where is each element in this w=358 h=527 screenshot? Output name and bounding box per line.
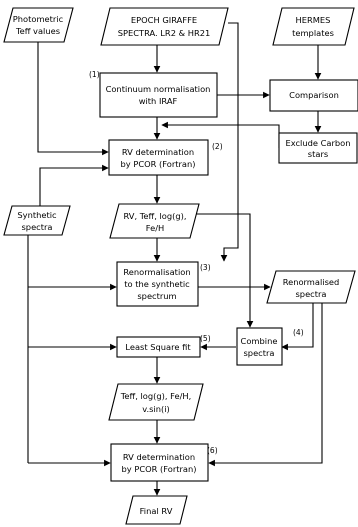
- node-renormalised-line1: Renormalised: [282, 277, 340, 287]
- step-label-3: (3): [200, 263, 211, 272]
- node-hermes-line2: templates: [292, 28, 334, 38]
- step-label-4: (4): [293, 328, 304, 337]
- node-renorm: [117, 262, 198, 306]
- node-params1-line2: Fe/H: [145, 223, 165, 233]
- step-label-5: (5): [200, 334, 211, 343]
- node-rv2: [111, 444, 208, 481]
- node-renorm-line2: to the synthetic: [124, 279, 190, 289]
- node-synthetic: [4, 206, 70, 235]
- node-epoch-line2: SPECTRA. LR2 & HR21: [117, 28, 211, 38]
- node-epoch-shape: [101, 8, 228, 45]
- node-synthetic-line2: spectra: [21, 222, 53, 232]
- node-hermes-shape: [273, 8, 354, 45]
- arrow-params1-to-combine: [190, 214, 250, 327]
- node-params2-line2: v.sin(i): [142, 404, 170, 414]
- node-rv2-shape: [111, 444, 208, 481]
- node-combine-line1: Combine: [240, 336, 278, 346]
- node-rv1-line1: RV determination: [121, 147, 195, 157]
- node-comparison-line1: Comparison: [289, 90, 339, 100]
- node-final-line1: Final RV: [139, 506, 173, 516]
- arrow-photometric-to-rv1: [38, 42, 108, 152]
- node-combine-shape: [237, 328, 282, 365]
- arrow-epoch-to-renorm: [224, 23, 238, 261]
- node-epoch: [101, 8, 228, 45]
- arrow-renormalised-to-combine: [282, 303, 313, 347]
- node-synthetic-line1: Synthetic: [17, 210, 57, 220]
- node-exclude-line1: Exclude Carbon: [285, 138, 351, 148]
- node-params2: [109, 384, 203, 420]
- node-photometric-line1: Photometric: [12, 14, 64, 24]
- node-rv2-line2: by PCOR (Fortran): [121, 464, 197, 474]
- node-continuum-line1: Continuum normalisation: [105, 84, 211, 94]
- node-params1-line1: RV, Teff, log(g),: [123, 211, 187, 221]
- arrow-renormalised-to-rv2: [209, 303, 322, 463]
- node-hermes-line1: HERMES: [295, 15, 331, 25]
- node-params2-shape: [109, 384, 203, 420]
- node-epoch-line1: EPOCH GIRAFFE: [130, 15, 198, 25]
- node-continuum-shape: [100, 73, 217, 117]
- node-lsf: [117, 337, 200, 357]
- node-continuum-line2: with IRAF: [138, 96, 178, 106]
- node-continuum: [100, 73, 217, 117]
- step-label-2: (2): [212, 142, 223, 151]
- node-comparison: [270, 80, 358, 111]
- step-label-6: (6): [207, 446, 218, 455]
- node-rv1-line2: by PCOR (Fortran): [120, 159, 196, 169]
- node-params2-line1: Teff, log(g), Fe/H,: [120, 391, 192, 401]
- node-combine: [237, 328, 282, 365]
- arrow-synthetic-to-rv1: [40, 168, 108, 206]
- node-renorm-line1: Renormalisation: [123, 267, 191, 277]
- node-photometric: [4, 8, 73, 42]
- node-renorm-line3: spectrum: [137, 291, 177, 301]
- node-rv2-line1: RV determination: [122, 452, 196, 462]
- step-label-1: (1): [89, 70, 100, 79]
- node-final: [126, 496, 187, 524]
- node-exclude: [279, 133, 357, 163]
- node-photometric-line2: Teff values: [15, 26, 61, 36]
- node-rv1-shape: [109, 140, 208, 175]
- node-params1: [110, 204, 199, 238]
- node-rv1: [109, 140, 208, 175]
- node-renormalised-line2: spectra: [295, 289, 327, 299]
- node-exclude-line2: stars: [307, 149, 329, 159]
- nodes: [4, 8, 358, 524]
- node-hermes: [273, 8, 354, 45]
- node-combine-line2: spectra: [243, 348, 275, 358]
- node-lsf-line1: Least Square fit: [125, 342, 191, 352]
- node-renormalised: [267, 271, 355, 303]
